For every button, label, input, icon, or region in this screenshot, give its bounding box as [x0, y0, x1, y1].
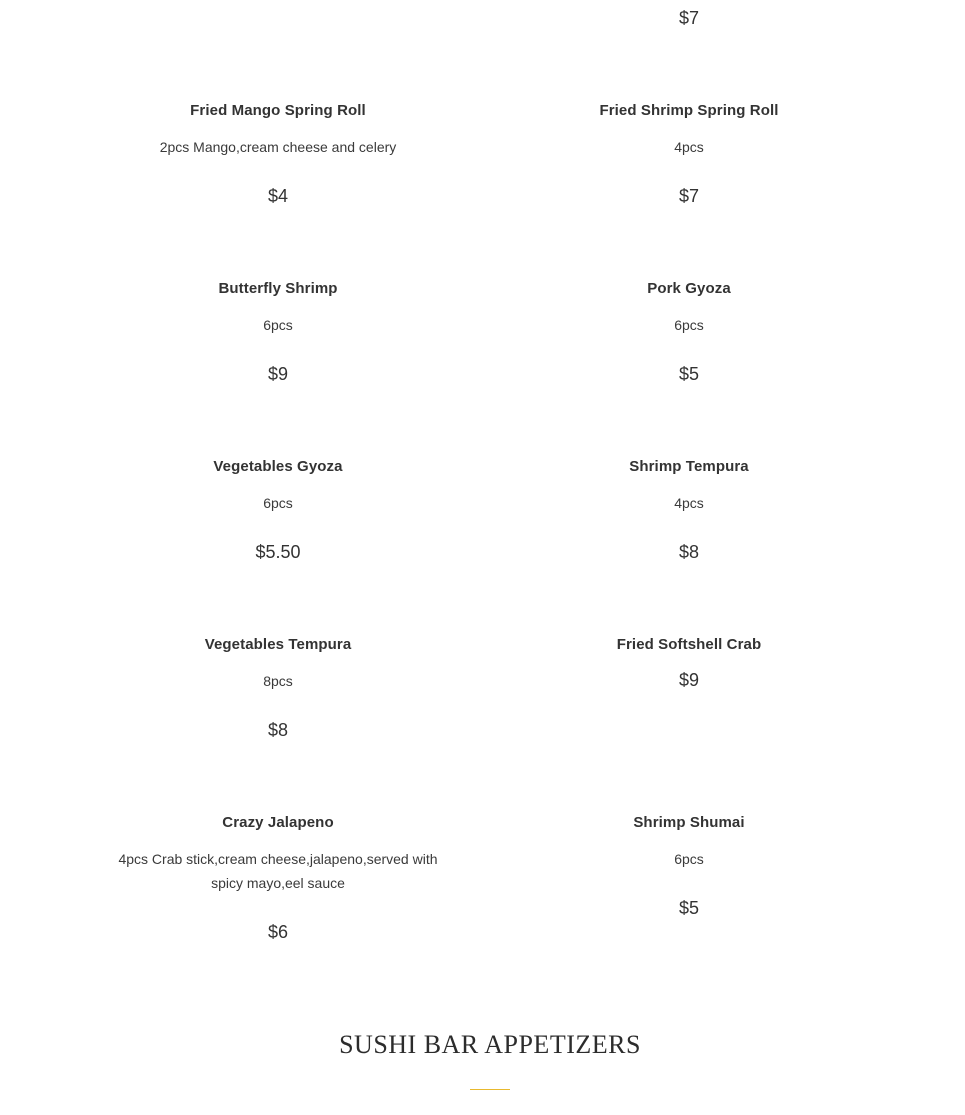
item-name: Fried Mango Spring Roll	[190, 102, 366, 119]
item-name: Vegetables Gyoza	[213, 458, 343, 475]
item-description: 2pcs Mango,cream cheese and celery	[159, 139, 397, 155]
item-description: 4pcs	[674, 139, 704, 155]
item-name: Butterfly Shrimp	[218, 280, 338, 297]
item-name: Crazy Jalapeno	[222, 814, 334, 831]
item-description: 6pcs	[263, 495, 293, 511]
item-price: $5.50	[255, 542, 301, 562]
item-description: 8pcs	[263, 673, 293, 689]
item-name: Fried Softshell Crab	[616, 636, 762, 653]
item-description: 6pcs	[263, 317, 293, 333]
item-description: 6pcs	[674, 317, 704, 333]
item-description: 4pcs	[674, 495, 704, 511]
item-description: 6pcs	[674, 851, 704, 867]
section-title: SUSHI BAR APPETIZERS	[339, 1030, 641, 1059]
item-price: $8	[267, 720, 289, 740]
item-price: $5	[678, 898, 700, 918]
item-name: Shrimp Shumai	[633, 814, 745, 831]
item-name: Fried Shrimp Spring Roll	[599, 102, 779, 119]
item-price: $9	[267, 364, 289, 384]
section-divider	[470, 1089, 510, 1090]
item-price: $4	[267, 186, 289, 206]
item-price: $8	[678, 542, 700, 562]
item-description: 4pcs Crab stick,cream cheese,jalapeno,served with spicy mayo,eel sauce	[118, 851, 438, 891]
item-price: $6	[267, 922, 289, 942]
item-name: Pork Gyoza	[647, 280, 731, 297]
item-price: $7	[678, 186, 700, 206]
item-price: $7	[678, 8, 700, 28]
item-price: $5	[678, 364, 700, 384]
item-price: $9	[678, 670, 700, 690]
item-name: Shrimp Tempura	[629, 458, 749, 475]
item-name: Vegetables Tempura	[204, 636, 352, 653]
